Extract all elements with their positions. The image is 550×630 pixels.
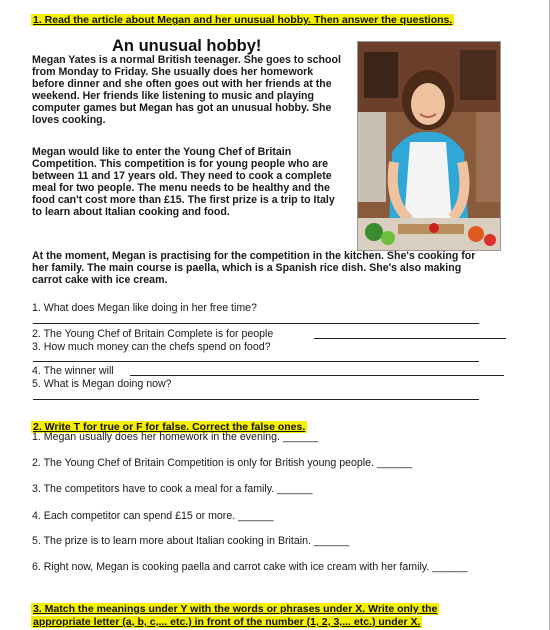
tf-item-2: 2. The Young Chef of Britain Competition is only for British young people. ______ <box>32 457 413 469</box>
tf-item-1: 1. Megan usually does her homework in the evening. ______ <box>32 431 319 443</box>
answer-line-4[interactable] <box>130 375 504 376</box>
answer-line-3[interactable] <box>33 361 479 362</box>
article-paragraph-2: Megan would like to enter the Young Chef of Britain Competition. This competition is for young people who are between 11 and 17 years old. They need to cook a complete meal for two people. The menu needs to be healthy and the food can't cost more than £15. The first prize is a trip to Italy to learn about Italian cooking and food. <box>32 146 335 218</box>
tf-item-6: 6. Right now, Megan is cooking paella and carrot cake with ice cream with her family. ______ <box>32 561 468 573</box>
question-4: 4. The winner will <box>32 365 114 377</box>
tf-item-5: 5. The prize is to learn more about Italian cooking in Britain. ______ <box>32 535 350 547</box>
question-2: 2. The Young Chef of Britain Complete is for people <box>32 328 274 340</box>
cooking-photo <box>357 41 501 251</box>
section3-heading-text-1: 3. Match the meanings under Y with the words or phrases under X. Write only the <box>33 603 438 615</box>
section1-heading-text: 1. Read the article about Megan and her unusual hobby. Then answer the questions. <box>33 14 453 26</box>
question-3: 3. How much money can the chefs spend on food? <box>32 341 271 353</box>
tf-item-4: 4. Each competitor can spend £15 or more. ______ <box>32 510 274 522</box>
article-paragraph-3: At the moment, Megan is practising for the competition in the kitchen. She's cooking for her family. The main course is paella, which is a Spanish rice dish. She's also making carrot cake with ice cream. <box>32 250 476 286</box>
section1-heading <box>31 10 454 28</box>
question-1: 1. What does Megan like doing in her free time? <box>32 302 257 314</box>
section2-heading-text: 2. Write T for true or F for false. Correct the false ones. <box>33 421 306 433</box>
tf-item-3: 3. The competitors have to cook a meal for a family. ______ <box>32 483 313 495</box>
answer-line-5[interactable] <box>33 399 479 400</box>
question-5: 5. What is Megan doing now? <box>32 378 172 390</box>
answer-line-2[interactable] <box>314 338 506 339</box>
girl-cooking-image <box>358 42 500 250</box>
section3-heading-text-2: appropriate letter (a, b, c,... etc.) in front of the number (1, 2, 3,... etc.) under X. <box>33 616 421 628</box>
article-paragraph-1: Megan Yates is a normal British teenager. She goes to school from Monday to Friday. She usually does her homework before dinner and she often goes out with her friends at the weekend. Her friends like listening to music and playing computer games but Megan has got an unusual hobby. She loves cooking. <box>32 54 341 126</box>
answer-line-1[interactable] <box>33 323 479 324</box>
article-title: An unusual hobby! <box>112 37 262 55</box>
section3-heading-line2 <box>31 612 422 630</box>
